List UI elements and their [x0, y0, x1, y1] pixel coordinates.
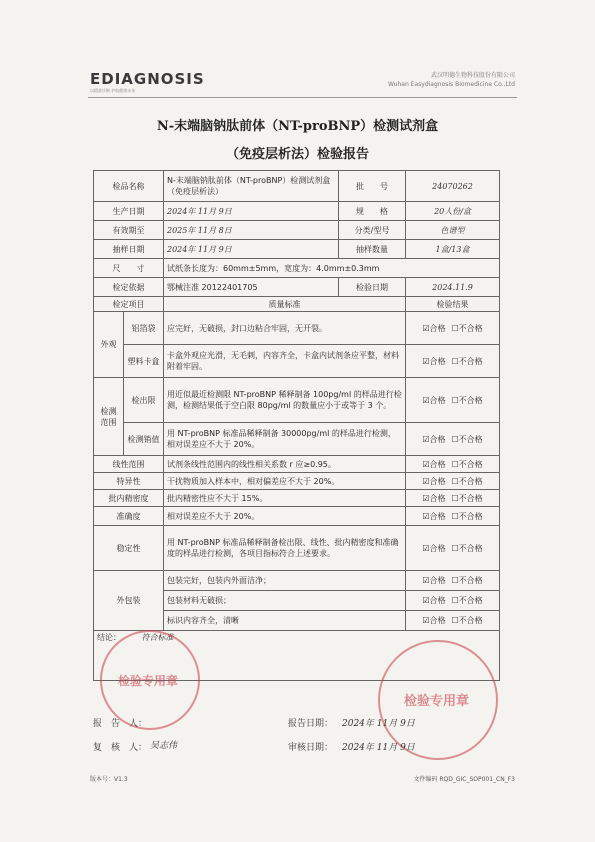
pass-checkbox[interactable]: ☑合格	[422, 323, 446, 333]
sample-date-label: 抽样日期	[94, 240, 164, 259]
fail-checkbox[interactable]: ☐不合格	[451, 543, 483, 553]
file-number: 文件编码 RQD_GIC_SOP001_CN_F3	[413, 776, 515, 783]
sub-detection-upper: 检测销值	[124, 423, 164, 456]
spec-value: 20人份/盒	[406, 202, 500, 221]
report-title: N-末端脑钠肽前体（NT-proBNP）检测试剂盒	[156, 119, 439, 134]
test-date-label: 检验日期	[339, 278, 406, 297]
fail-checkbox[interactable]: ☐不合格	[451, 323, 483, 333]
pass-checkbox[interactable]: ☑合格	[422, 543, 446, 553]
result-precision	[406, 490, 500, 507]
std-package-material: 包装材料无破损；	[164, 591, 406, 611]
approve-date-label: 审核日期：	[288, 743, 334, 753]
std-plastic-card: 卡盒外观应光滑，无毛刺，内容齐全，卡盒内试剂条应平整，材料附着牢固。	[164, 345, 406, 378]
pass-checkbox[interactable]: ☑合格	[422, 476, 446, 486]
result-package-clean	[406, 571, 500, 591]
result-linearity	[406, 456, 500, 473]
fail-checkbox[interactable]: ☐不合格	[451, 511, 483, 521]
reviewer-signature: 吴志伟	[150, 741, 178, 751]
result-package-label	[406, 611, 500, 631]
product-name-value: N-末端脑钠肽前体（NT-proBNP）检测试剂盒（免疫层析法）	[164, 171, 339, 202]
reviewer-label: 复 核 人：	[93, 743, 148, 753]
pass-checkbox[interactable]: ☑合格	[422, 434, 446, 444]
expiry-label: 有效期至	[94, 221, 164, 240]
sub-plastic-card: 塑料卡盒	[124, 345, 164, 378]
group-accuracy: 准确度	[94, 507, 164, 526]
product-name-label: 检品名称	[94, 171, 164, 202]
fail-checkbox[interactable]: ☐不合格	[451, 459, 483, 469]
std-accuracy: 相对误差应不大于 20%。	[164, 507, 406, 526]
result-foil-bag	[406, 312, 500, 345]
batch-label: 批 号	[339, 171, 406, 202]
result-detection-upper	[406, 423, 500, 456]
prod-date-value: 2024年 11月 9日	[164, 202, 339, 221]
size-value: 试纸条长度为：60mm±5mm，宽度为：4.0mm±0.3mm	[164, 259, 500, 278]
fail-checkbox[interactable]: ☐不合格	[451, 476, 483, 486]
header-divider	[88, 97, 517, 98]
result-detection-limit	[406, 378, 500, 423]
group-precision: 批内精密度	[94, 490, 164, 507]
right-stamp-text: 检验专用章	[404, 694, 470, 709]
std-stability: 用 NT-proBNP 标准品稀释制备检出限、线性、批内精密度和准确度的样品进行检测，各项目指标符合上述要求。	[164, 526, 406, 571]
std-detection-upper: 用 NT-proBNP 标准品稀释制备 30000pg/ml 的样品进行检测，相对误差应不大于 20%。	[164, 423, 406, 456]
sample-date-value: 2024年 11月 9日	[164, 240, 339, 259]
category-value: 色谱型	[406, 221, 500, 240]
size-label: 尺 寸	[94, 259, 164, 278]
pass-checkbox[interactable]: ☑合格	[422, 616, 446, 625]
fail-checkbox[interactable]: ☐不合格	[451, 616, 483, 625]
company-logo: EDIAGNOSIS	[90, 70, 205, 88]
header-standard: 质量标准	[164, 297, 406, 312]
expiry-value: 2025年 11月 8日	[164, 221, 339, 240]
sub-detection-limit: 检出限	[124, 378, 164, 423]
version-number: 版本号：V1.3	[90, 776, 128, 783]
inspection-table	[93, 170, 500, 681]
pass-checkbox[interactable]: ☑合格	[422, 459, 446, 469]
logo-slogan: 以精准诊断 护航健康未来	[90, 88, 136, 93]
report-subtitle: （免疫层析法）检验报告	[225, 147, 369, 162]
fail-checkbox[interactable]: ☐不合格	[451, 493, 483, 503]
pass-checkbox[interactable]: ☑合格	[422, 576, 446, 585]
result-accuracy	[406, 507, 500, 526]
std-foil-bag: 应完好，无破损，封口边粘合牢固，无开裂。	[164, 312, 406, 345]
sample-qty-label: 抽样数量	[339, 240, 406, 259]
company-name-cn: 武汉明德生物科技股份有限公司	[430, 72, 515, 79]
report-date-label: 报告日期：	[288, 719, 334, 729]
basis-value: 鄂械注准 20122401705	[164, 278, 339, 297]
std-linearity: 试剂条线性范围内的线性相关系数 r 应≥0.95。	[164, 456, 406, 473]
category-label: 分类/型号	[339, 221, 406, 240]
prod-date-label: 生产日期	[94, 202, 164, 221]
result-specificity	[406, 473, 500, 490]
result-plastic-card	[406, 345, 500, 378]
group-linearity: 线性范围	[94, 456, 164, 473]
pass-checkbox[interactable]: ☑合格	[422, 356, 446, 366]
conclusion-label: 结论：	[97, 633, 121, 642]
std-specificity: 干扰物质加入样本中，相对偏差应不大于 20%。	[164, 473, 406, 490]
sample-qty-value: 1盒/13盒	[406, 240, 500, 259]
spec-label: 规 格	[339, 202, 406, 221]
group-detection-range: 检测范围	[94, 378, 124, 456]
conclusion-value: 符合标准	[141, 633, 174, 642]
result-package-material	[406, 591, 500, 611]
group-specificity: 特异性	[94, 473, 164, 490]
test-date-value: 2024.11.9	[406, 278, 500, 297]
approve-date-value: 2024年 11月 9日	[342, 743, 415, 753]
std-precision: 批内精密性应不大于 15%。	[164, 490, 406, 507]
result-stability	[406, 526, 500, 571]
pass-checkbox[interactable]: ☑合格	[422, 395, 446, 405]
basis-label: 检定依据	[94, 278, 164, 297]
group-outer-package: 外包装	[94, 571, 164, 631]
header-item: 检定项目	[94, 297, 164, 312]
fail-checkbox[interactable]: ☐不合格	[451, 434, 483, 444]
fail-checkbox[interactable]: ☐不合格	[451, 395, 483, 405]
report-date-value: 2024年 11月 9日	[342, 719, 415, 729]
std-package-label: 标识内容齐全，清晰	[164, 611, 406, 631]
pass-checkbox[interactable]: ☑合格	[422, 511, 446, 521]
std-package-clean: 包装完好，包装内外面洁净；	[164, 571, 406, 591]
batch-value: 24070262	[406, 171, 500, 202]
group-stability: 稳定性	[94, 526, 164, 571]
fail-checkbox[interactable]: ☐不合格	[451, 596, 483, 605]
left-stamp-text: 检验专用章	[118, 674, 179, 688]
company-name	[388, 71, 515, 89]
fail-checkbox[interactable]: ☐不合格	[451, 576, 483, 585]
fail-checkbox[interactable]: ☐不合格	[451, 356, 483, 366]
sub-foil-bag: 铝箔袋	[124, 312, 164, 345]
pass-checkbox[interactable]: ☑合格	[422, 596, 446, 605]
reporter-label: 报 告 人：	[93, 719, 148, 729]
std-detection-limit: 用近似最近检测限 NT-proBNP 稀释制备 100pg/ml 的样品进行检测，检测结果低于空白限 80pg/ml 的数量应小于或等于 3 个。	[164, 378, 406, 423]
company-name-en: Wuhan Easydiagnosis Biomedicine Co.,Ltd	[387, 81, 515, 88]
group-appearance: 外观	[94, 312, 124, 378]
header-result: 检验结果	[406, 297, 500, 312]
pass-checkbox[interactable]: ☑合格	[422, 493, 446, 503]
